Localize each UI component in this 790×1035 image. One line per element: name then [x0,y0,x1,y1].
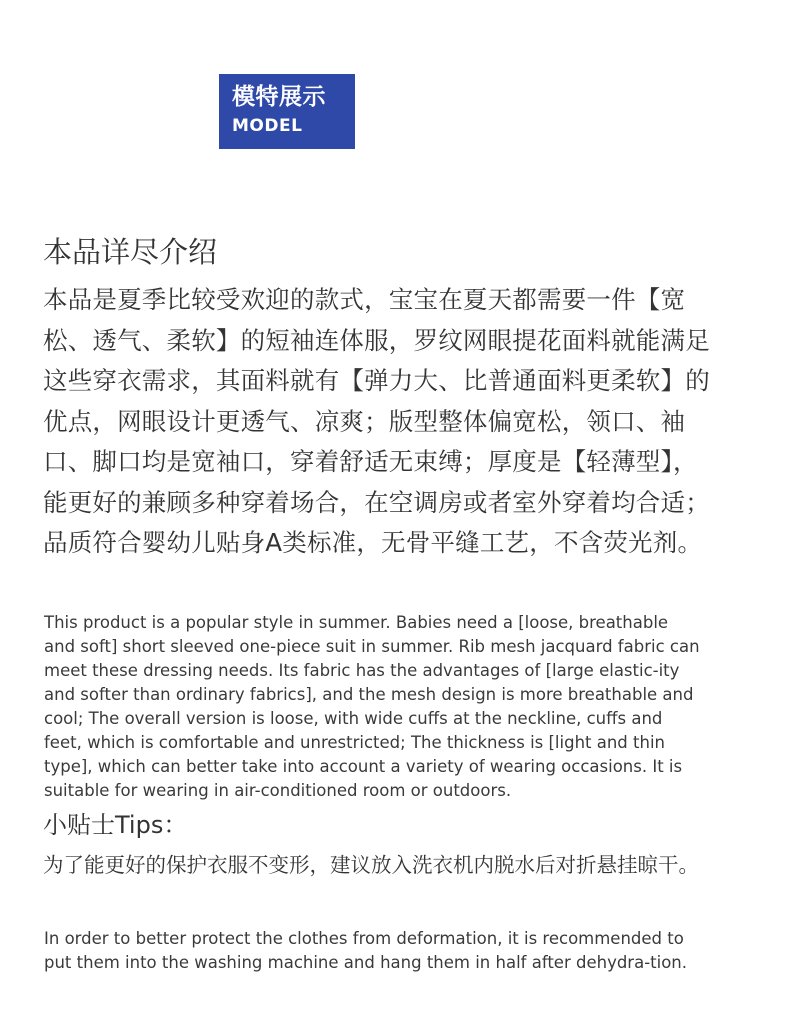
tips-heading: 小贴士Tips： [43,811,188,839]
product-description-cn: 本品是夏季比较受欢迎的款式，宝宝在夏天都需要一件【宽松、透气、柔软】的短袖连体服，罗纹网眼提花面料就能满足这些穿衣需求，其面料就有【弹力大、比普通面料更柔软】的优点，网眼设计更透气、凉爽；版型整体偏宽松，领口、袖口、脚口均是宽袖口，穿着舒适无束缚；厚度是【轻薄型】，能更好的兼顾多种穿着场合，在空调房或者室外穿着均合适；品质符合婴幼儿贴身A类标准，无骨平缝工艺，不含荧光剂。 [43,285,710,557]
badge-title-cn: 模特展示 [232,84,326,110]
product-details-heading: 本品详尽介绍 [43,235,218,269]
badge-title-en: MODEL [232,116,303,136]
tips-text-en: In order to better protect the clothes from deformation, it is recommended to put them into the washing machine and hang them in half after dehydra-tion. [44,929,688,972]
product-description-en: This product is a popular style in summer. Babies need a [loose, breathable and soft] short sleeved one-piece suit in summer. Rib mesh jacquard fabric can meet these dressing needs. Its fabric has the advantages of [large elastic-ity and softer than ordinary fabrics], and the mesh design is more breathable and cool; The overall version is loose, with wide cuffs at the neckline, cuffs and feet, which is comfortable and unrestricted; The thickness is [light and thin type], which can better take into account a variety of wearing occasions. It is suitable for wearing in air-conditioned room or outdoors. [44,613,700,800]
model-badge [219,74,355,149]
tips-text-cn: 为了能更好的保护衣服不变形，建议放入洗衣机内脱水后对折悬挂晾干。 [43,853,699,877]
